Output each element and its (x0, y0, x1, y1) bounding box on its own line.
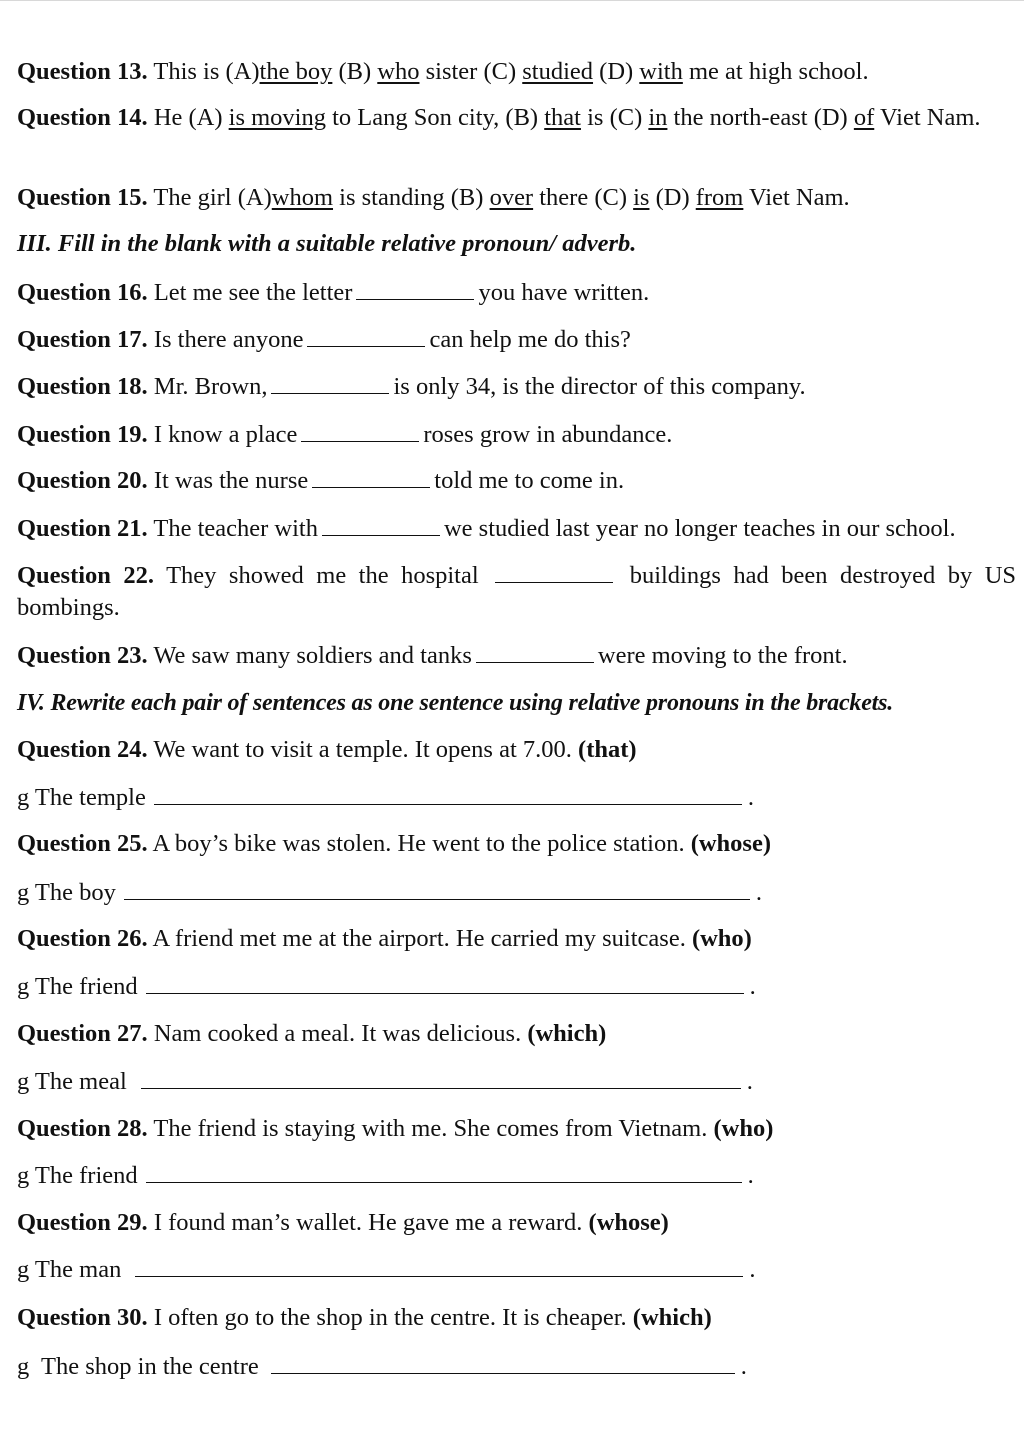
answer-line[interactable] (154, 782, 742, 805)
question-21: Question 21. The teacher with we studied last year no longer teaches in our school. (17, 515, 956, 542)
question-label: Question 14. (17, 104, 148, 131)
question-label: Question 30. (17, 1304, 148, 1331)
question-label: Question 18. (17, 373, 148, 400)
hint-pronoun: (who) (713, 1115, 774, 1142)
question-25: Question 25. A boy’s bike was stolen. He went to the police station. (whose) (17, 830, 771, 857)
hint-pronoun: (whose) (588, 1209, 669, 1236)
question-18: Question 18. Mr. Brown, is only 34, is the director of this company. (17, 373, 806, 400)
answer-line[interactable] (135, 1254, 743, 1277)
option-c-text: studied (522, 58, 594, 85)
question-label: Question 28. (17, 1115, 148, 1142)
question-14: Question 14. He (A) is moving to Lang Son city, (B) that is (C) in the north-east (D) of Viet Nam. (17, 104, 981, 131)
section-iii-heading: III. Fill in the blank with a suitable relative pronoun/ adverb. (17, 230, 637, 257)
hint-pronoun: (that) (578, 736, 637, 763)
question-29: Question 29. I found man’s wallet. He gave me a reward. (whose) (17, 1209, 669, 1236)
option-d-text: with (639, 58, 683, 85)
question-20: Question 20. It was the nurse told me to come in. (17, 467, 625, 494)
question-26: Question 26. A friend met me at the airport. He carried my suitcase. (who) (17, 925, 752, 952)
answer-line[interactable] (141, 1066, 741, 1089)
answer-line[interactable] (271, 1351, 735, 1374)
answer-line[interactable] (124, 877, 750, 900)
question-label: Question 16. (17, 279, 148, 306)
answer-line[interactable] (146, 1160, 742, 1183)
answer-blank[interactable] (476, 640, 594, 663)
question-label: Question 21. (17, 515, 148, 542)
rewrite-line-25: g The boy . (17, 879, 763, 906)
option-b-text: that (544, 104, 581, 131)
question-22: Question 22. They showed me the hospital buildings had been destroyed by US bombings. (17, 562, 1017, 621)
question-label: Question 23. (17, 642, 148, 669)
question-label: Question 20. (17, 467, 148, 494)
rewrite-line-30: g The shop in the centre . (17, 1353, 747, 1380)
rewrite-line-28: g The friend . (17, 1162, 754, 1189)
question-27: Question 27. Nam cooked a meal. It was delicious. (which) (17, 1020, 607, 1047)
option-c-text: in (648, 104, 668, 131)
question-label: Question 13. (17, 58, 148, 85)
question-30: Question 30. I often go to the shop in the centre. It is cheaper. (which) (17, 1304, 712, 1331)
option-a-text: the boy (259, 58, 333, 85)
answer-blank[interactable] (301, 419, 419, 442)
rewrite-line-26: g The friend . (17, 973, 756, 1000)
question-label: Question 27. (17, 1020, 148, 1047)
question-13: Question 13. This is (A)the boy (B) who sister (C) studied (D) with me at high school. (17, 58, 869, 85)
section-iv-heading: IV. Rewrite each pair of sentences as one sentence using relative pronouns in the brackets. (17, 690, 894, 716)
rewrite-prompt: g The temple (17, 784, 146, 811)
option-c-text: is (633, 184, 650, 211)
question-19: Question 19. I know a place roses grow in abundance. (17, 421, 673, 448)
question-label: Question 26. (17, 925, 148, 952)
option-b-text: over (489, 184, 534, 211)
hint-pronoun: (which) (527, 1020, 607, 1047)
option-d-text: of (853, 104, 875, 131)
answer-blank[interactable] (322, 513, 440, 536)
rewrite-prompt: g The friend (17, 973, 138, 1000)
answer-blank[interactable] (312, 465, 430, 488)
question-24: Question 24. We want to visit a temple. It opens at 7.00. (that) (17, 736, 637, 763)
answer-blank[interactable] (271, 371, 389, 394)
question-label: Question 25. (17, 830, 148, 857)
rewrite-line-24: g The temple . (17, 784, 754, 811)
question-23: Question 23. We saw many soldiers and tanks were moving to the front. (17, 642, 848, 669)
option-a-text: whom (271, 184, 334, 211)
rewrite-prompt: g The shop in the centre (17, 1353, 259, 1380)
question-label: Question 17. (17, 326, 148, 353)
question-label: Question 15. (17, 184, 148, 211)
hint-pronoun: (which) (632, 1304, 712, 1331)
question-label: Question 24. (17, 736, 148, 763)
question-15: Question 15. The girl (A)whom is standing (B) over there (C) is (D) from Viet Nam. (17, 184, 850, 211)
rewrite-prompt: g The boy (17, 879, 116, 906)
question-label: Question 22. (17, 562, 155, 589)
question-28: Question 28. The friend is staying with me. She comes from Vietnam. (who) (17, 1115, 774, 1142)
rewrite-line-27: g The meal . (17, 1068, 753, 1095)
option-d-text: from (695, 184, 744, 211)
rewrite-prompt: g The meal (17, 1068, 127, 1095)
option-a-text: is moving (228, 104, 326, 131)
question-label: Question 19. (17, 421, 148, 448)
question-16: Question 16. Let me see the letter you have written. (17, 279, 650, 306)
rewrite-line-29: g The man . (17, 1256, 756, 1283)
answer-blank[interactable] (356, 277, 474, 300)
question-label: Question 29. (17, 1209, 148, 1236)
option-b-text: who (377, 58, 420, 85)
answer-blank[interactable] (495, 560, 613, 583)
hint-pronoun: (who) (691, 925, 752, 952)
rewrite-prompt: g The friend (17, 1162, 138, 1189)
hint-pronoun: (whose) (690, 830, 771, 857)
answer-blank[interactable] (307, 324, 425, 347)
question-17: Question 17. Is there anyone can help me do this? (17, 326, 631, 353)
answer-line[interactable] (146, 971, 744, 994)
rewrite-prompt: g The man (17, 1256, 122, 1283)
